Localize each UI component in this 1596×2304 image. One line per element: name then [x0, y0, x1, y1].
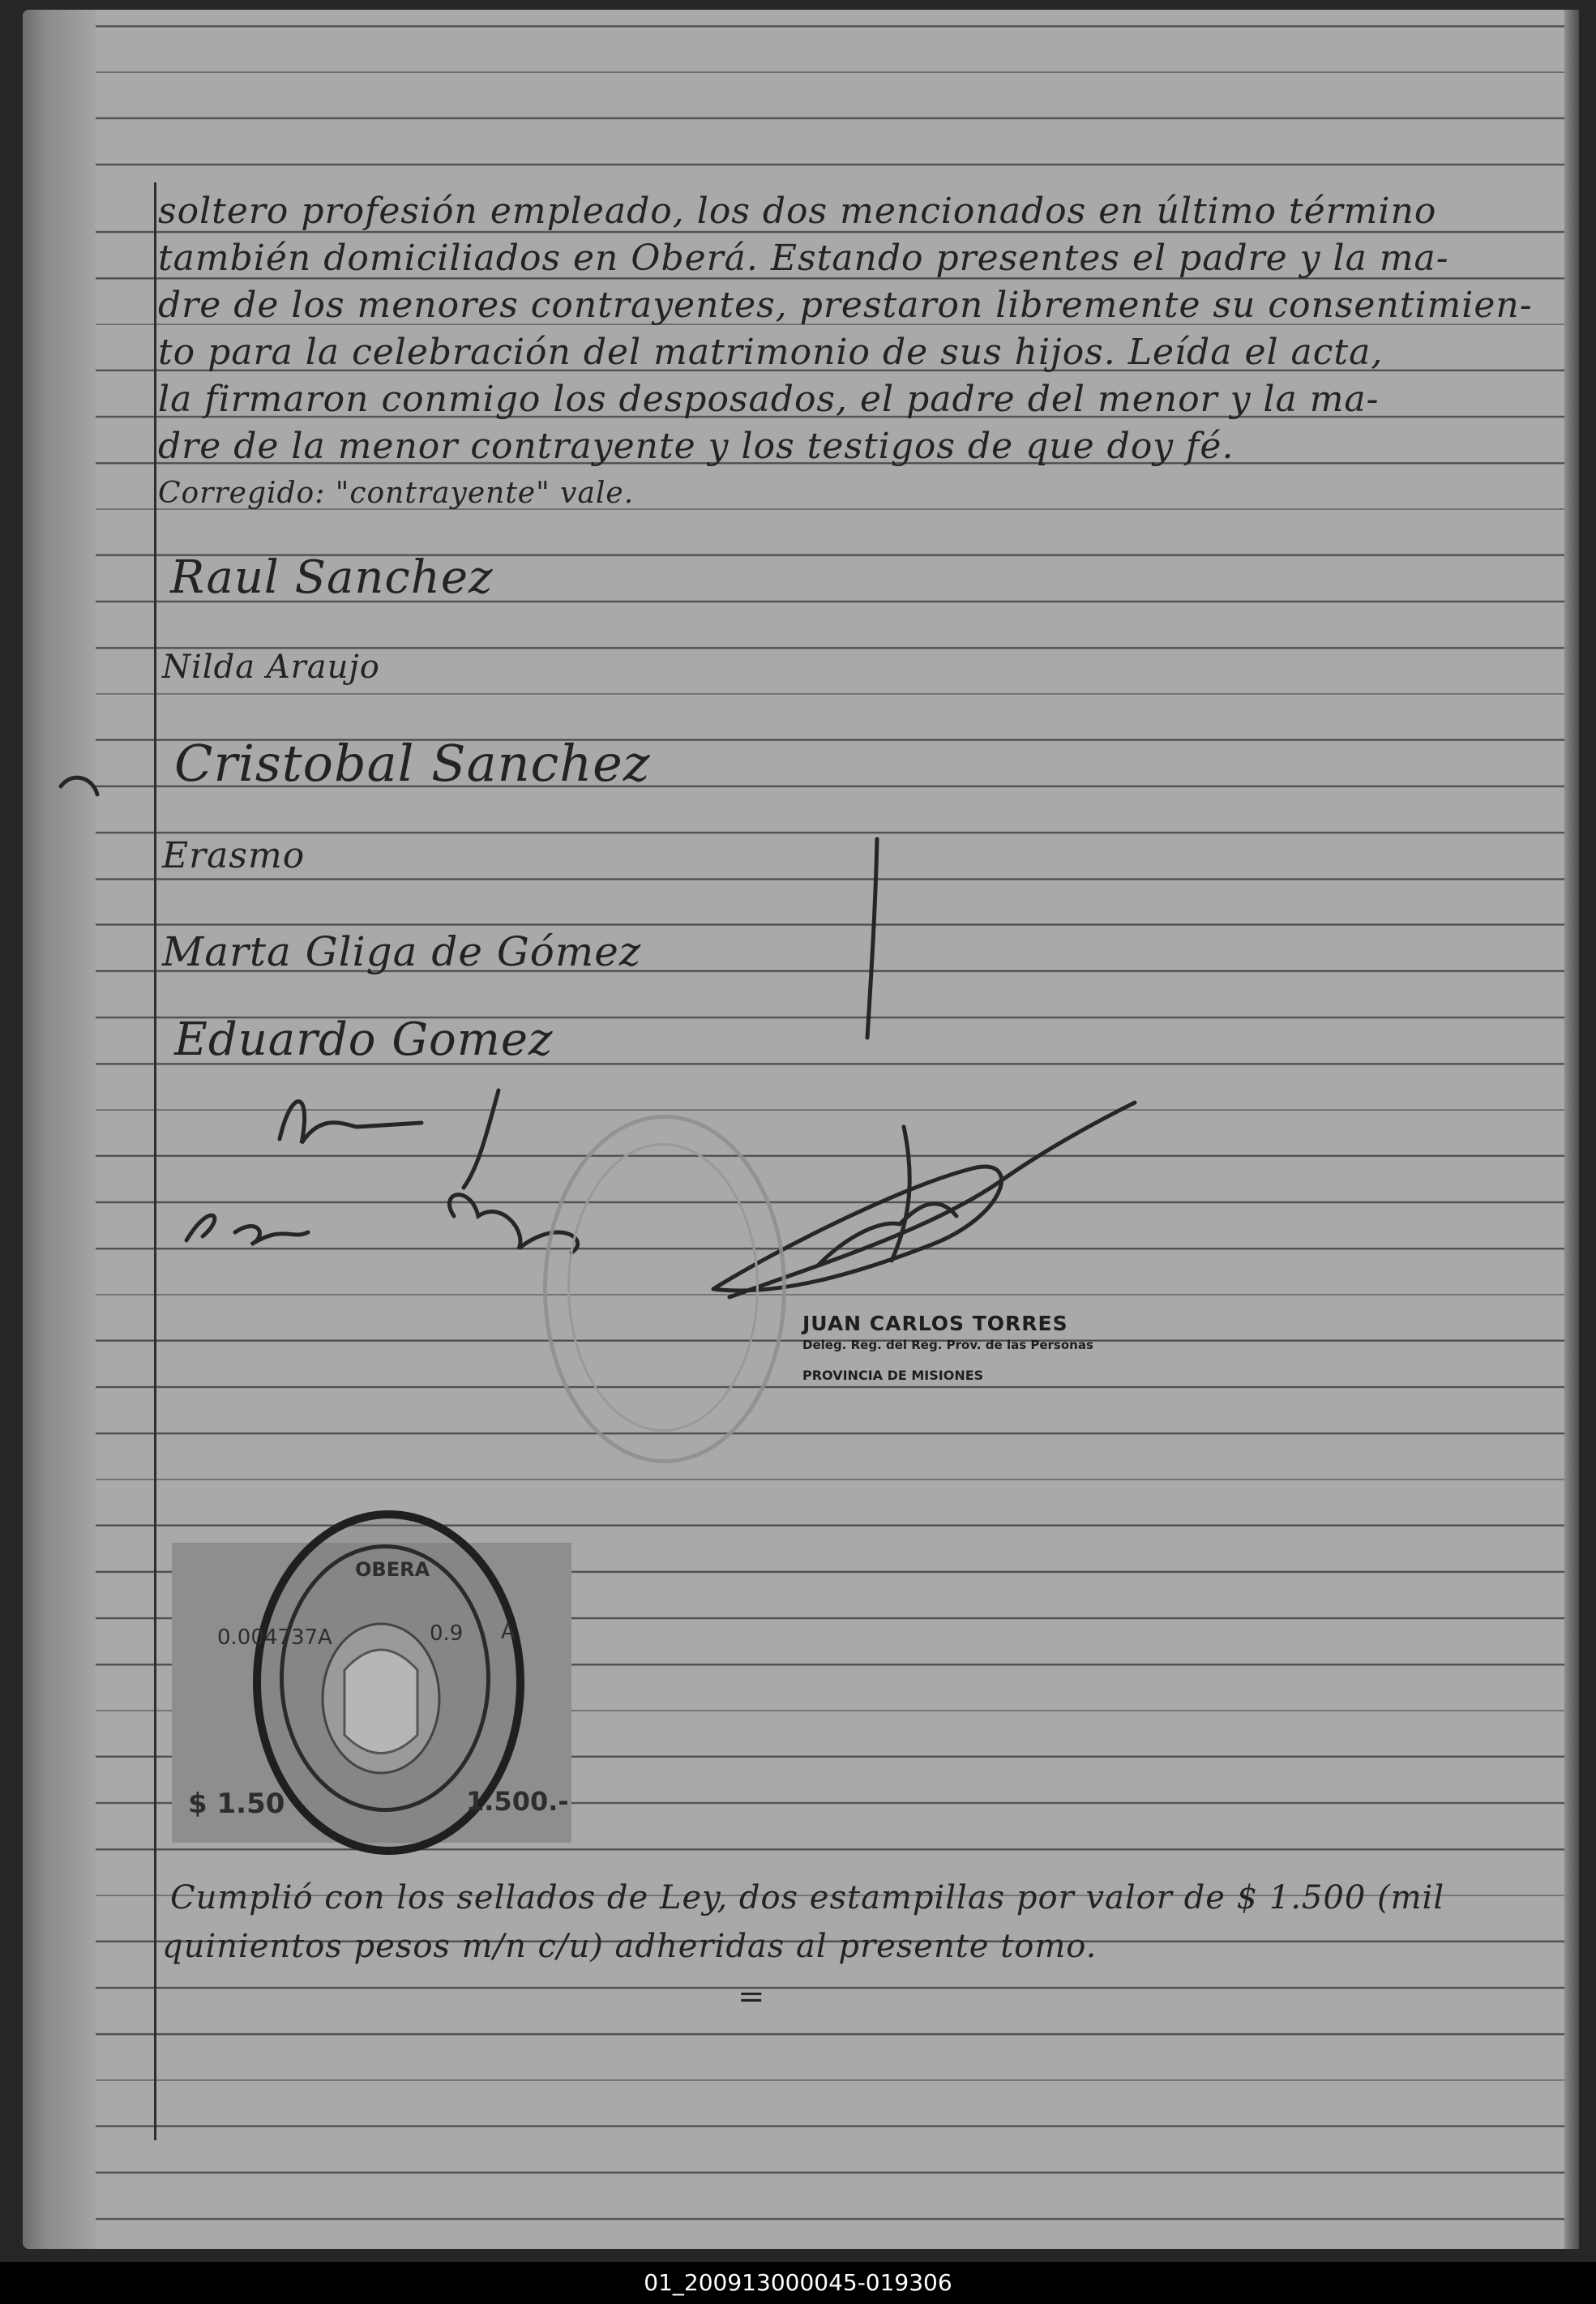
- entry-line-5: la firmaron conmigo los desposados, el padre del menor y la ma-: [158, 379, 1380, 420]
- signature-bog: [186, 1195, 578, 1253]
- signature-witness-1: Erasmo: [162, 835, 306, 876]
- signature-bride: Nilda Araujo: [162, 649, 380, 686]
- signature-groom: Raul Sanchez: [170, 551, 494, 604]
- official-title: Deleg. Reg. del Reg. Prov. de las Personas: [802, 1338, 1093, 1352]
- stamp-value-right: 1.500.-: [466, 1786, 569, 1817]
- image-id-caption: 01_200913000045-019306: [0, 2262, 1596, 2304]
- stamp-serial-left: 0.004737A: [217, 1625, 332, 1650]
- stamp-serial-right: 0.9: [430, 1621, 464, 1646]
- coat-of-arms-icon: [312, 1613, 450, 1784]
- stamp-value-left: $ 1.50: [188, 1788, 285, 1820]
- entry-line-2: también domiciliados en Oberá. Estando presentes el padre y la ma-: [158, 238, 1449, 279]
- official-province: PROVINCIA DE MISIONES: [802, 1368, 984, 1383]
- entry-line-4: to para la celebración del matrimonio de sus hijos. Leída el acta,: [158, 332, 1384, 373]
- vertical-pen-stroke: [867, 839, 877, 1038]
- closing-mark: =: [738, 1978, 766, 2015]
- stamp-serial-suffix: A: [501, 1620, 516, 1644]
- initial-scrawl: [280, 1090, 498, 1188]
- closing-line-2: quinientos pesos m/n c/u) adheridas al presente tomo.: [162, 1928, 1098, 1965]
- registry-seal-ring: [567, 1143, 759, 1432]
- entry-line-6: dre de la menor contrayente y los testigos de que doy fé.: [158, 426, 1234, 467]
- signature-witness-2: Eduardo Gomez: [174, 1013, 554, 1066]
- correction-note: Corregido: "contrayente" vale.: [158, 477, 635, 510]
- signature-mother: Marta Gliga de Gómez: [162, 928, 642, 975]
- entry-line-1: soltero profesión empleado, los dos mencionados en último término: [158, 191, 1437, 232]
- entry-line-3: dre de los menores contrayentes, prestaron libremente su consentimien-: [158, 285, 1533, 326]
- signature-father: Cristobal Sanchez: [174, 734, 651, 793]
- official-name: JUAN CARLOS TORRES: [802, 1312, 1068, 1335]
- closing-line-1: Cumplió con los sellados de Ley, dos estampillas por valor de $ 1.500 (mil: [170, 1879, 1445, 1916]
- seal-top-text: OBERA: [355, 1558, 430, 1581]
- signature-underline: [61, 777, 97, 794]
